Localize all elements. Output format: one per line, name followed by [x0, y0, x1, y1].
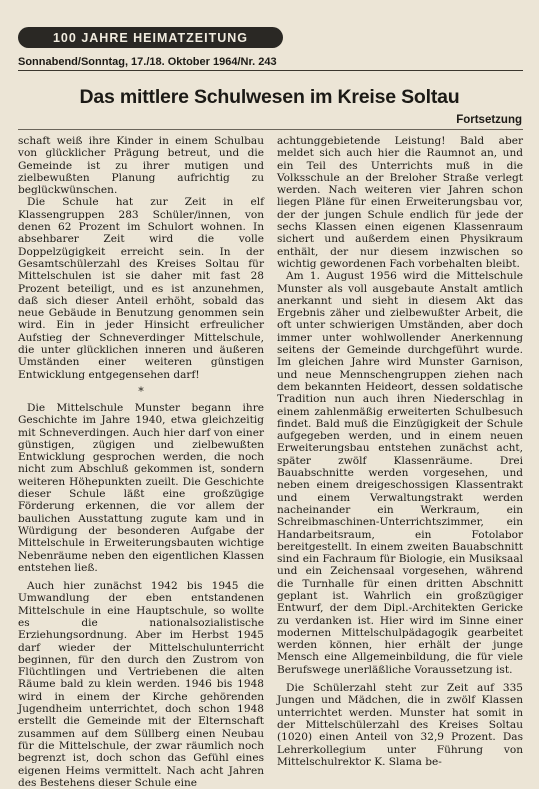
article-subhead: Fortsetzung	[456, 114, 522, 126]
article-headline: Das mittlere Schulwesen im Kreise Soltau	[79, 86, 460, 108]
banner-text: 100 JAHRE HEIMATZEITUNG	[52, 30, 248, 45]
paragraph: schaft weiß ihre Kinder in einem Schulbau von glücklicher Prägung betreut, und die Gemeinde ist zu ihrer mutigen und zielbewußten Planung aufrichtig zu beglückwünschen.	[18, 135, 264, 197]
paragraph: Die Mittelschule Munster begann ihre Geschichte im Jahre 1940, etwa gleichzeitig mit Schneverdingen. Auch hier darf von einer günstigen, zügigen und zielbewußten Entwicklung gesprochen werden, die noch nicht zum Abschluß gekommen ist, sondern weiteren Höhepunkten zueilt. Die Geschichte dieser Schule läßt eine großzügige Förderung erkennen, die vor allem der baulichen Ausstattung zugute kam und in Würdigung der besonderen Aufgabe der Mittelschule in Erweiterungsbauten wichtige Nebenräume neben den eigentlichen Klassen entstehen ließ.	[18, 401, 264, 574]
masthead-banner	[18, 27, 283, 48]
divider-rule	[18, 129, 523, 130]
right-column	[277, 135, 523, 768]
paragraph: Auch hier zunächst 1942 bis 1945 die Umwandlung der eben entstandenen Mittelschule in eine Hauptschule, so wollte es die nationalsozialistische Erziehungsordnung. Aber im Herbst 1945 darf wieder der Mittelschulunterricht beginnen, für den durch den Zustrom von Flüchtlingen und Vertriebenen die alten Räume bald zu klein werden. 1946 bis 1948 wird in einem der Kirche gehörenden Jugendheim unterrichtet, doch schon 1948 erstellt die Gemeinde mit der Elternschaft zusammen auf dem Süllberg einen Neubau für die Mittelschule, der zwar räumlich noch begrenzt ist, doch schon das Gefühl eines eigenen Heims vermittelt. Nach acht Jahren des Bestehens dieser Schule eine	[18, 580, 264, 789]
paragraph: Am 1. August 1956 wird die Mittelschule Munster als voll ausgebaute Anstalt amtlich anerkannt und sieht in diesem Akt das Ergebnis zäher und zielbewußter Arbeit, die oft unter schwierigen Umständen, aber doch immer unter wohlwollender Anerkennung seitens der Gemeinde durchgeführt wurde. Im gleichen Jahre wird Munster Garnison, und neue Mennschengruppen ziehen nach dem bekannten Heideort, dessen soldatische Tradition nun auch ihren Niederschlag in einem zahlenmäßig erweiterten Schulbesuch findet. Bald muß die Einzügigkeit der Schule aufgegeben werden, und in einem neuen Erweiterungsbau entstehen zunächst acht, später zwölf Klassenräume. Drei Bauabschnitte werden vorgesehen, und neben einem dreigeschossigen Klassentrakt und einem Verwaltungstrakt werden nacheinander ein Werkraum, ein Schreibmaschinen-Unterrichtszimmer, ein Handarbeitsraum, ein Fotolabor bereitgestellt. In einem zweiten Bauabschnitt sind ein Fachraum für Biologie, ein Musiksaal und ein Zeichensaal vorgesehen, während die Turnhalle für einen dritten Abschnitt geplant ist. Wahrlich ein großzügiger Entwurf, der dem Dipl.-Architekten Gericke zu verdanken ist. Hier wird im Sinne einer modernen Mittelschulpädagogik gearbeitet werden können, hier erhält der junge Mensch eine Allgemeinbildung, die für viele Berufswege unerläßliche Voraussetzung ist.	[277, 270, 523, 676]
left-column	[18, 135, 264, 789]
section-separator: *	[138, 384, 144, 398]
paragraph: Die Schülerzahl steht zur Zeit auf 335 Jungen und Mädchen, die in zwölf Klassen unterrichtet werden. Munster hat somit in der Mittelschülerzahl des Kreises Soltau (1020) einen Anteil von 32,9 Prozent. Das Lehrerkollegium unter Führung von Mittelschulrektor K. Slama be-	[277, 682, 523, 768]
dateline: Sonnabend/Sonntag, 17./18. Oktober 1964/Nr. 243	[18, 56, 523, 71]
paragraph: Die Schule hat zur Zeit in elf Klassengruppen 283 Schüler/innen, von denen 62 Prozent im Schulort wohnen. In absehbarer Zeit wird die volle Doppelzügigkeit erreicht sein. In der Gesamtschülerzahl des Kreises Soltau für Mittelschulen ist sie daher mit fast 28 Prozent beteiligt, und es ist anzunehmen, daß sich dieser Anteil erhöht, sobald das neue Gebäude in Benutzung genommen sein wird. Ein in jeder Hinsicht erfreulicher Aufstieg der Schneverdinger Mittelschule, die unter glücklichen inneren und äußeren Umständen einer weiteren günstigen Entwicklung entgegensehen darf!	[18, 196, 264, 381]
paragraph: achtunggebietende Leistung! Bald aber meldet sich auch hier die Raumnot an, und ein Teil des Unterrichts muß in die Volksschule an der Breloher Straße verlegt werden. Nach weiteren vier Jahren schon liegen Pläne für einen Erweiterungsbau vor, der der jungen Schule endlich für jede der sechs Klassen einen eigenen Klassenraum sichert und außerdem einen Physikraum enthält, der nur diesem inzwischen so wichtig gewordenen Fach vorbehalten bleibt.	[277, 135, 523, 270]
